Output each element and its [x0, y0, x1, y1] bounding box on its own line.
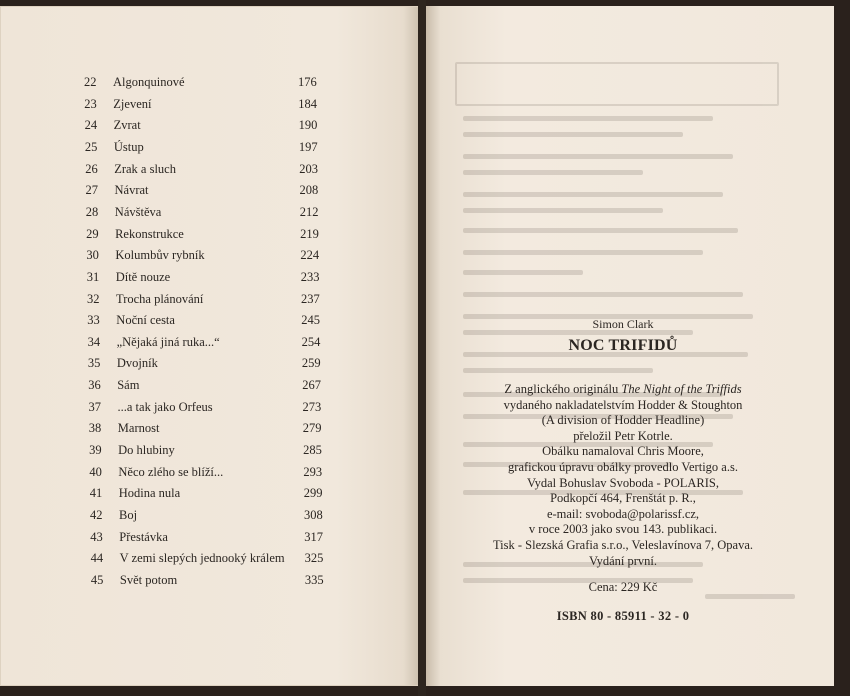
page-edge	[834, 0, 850, 696]
toc-row	[91, 548, 331, 568]
toc-chapter-number: 36	[88, 378, 101, 393]
toc-row	[85, 137, 325, 157]
toc-chapter-number: 32	[87, 291, 100, 306]
toc-page-number: 279	[302, 421, 322, 436]
toc-page-number: 176	[298, 75, 317, 89]
toc-chapter-title: Dvojník	[116, 356, 158, 371]
publication-info	[418, 382, 828, 569]
price: Cena: 229 Kč	[588, 580, 658, 594]
toc-row	[85, 115, 325, 135]
toc-row	[86, 224, 326, 244]
toc-chapter-number: 31	[86, 269, 100, 284]
info-line: Obálku namaloval Chris Moore,	[542, 444, 704, 459]
toc-chapter-number: 27	[85, 183, 98, 198]
toc-chapter-title: Návštěva	[114, 204, 162, 219]
toc-chapter-number: 40	[89, 464, 102, 479]
info-line: e-mail: svoboda@polarissf.cz,	[546, 506, 700, 521]
toc-chapter-number: 24	[84, 118, 98, 133]
toc-page-number: 212	[299, 204, 319, 219]
info-line: Podkopčí 464, Frenštát p. R.,	[550, 491, 696, 506]
toc-row	[89, 397, 329, 417]
toc-page-number: 190	[298, 118, 318, 133]
toc-page-number: 245	[301, 313, 321, 328]
toc-page-number: 285	[303, 443, 322, 458]
toc-row	[84, 72, 324, 92]
toc-chapter-title: Algonquinové	[113, 75, 185, 89]
toc-chapter-number: 39	[89, 443, 102, 458]
info-line: grafickou úpravu obálky provedlo Vertigo a.s.	[508, 459, 738, 474]
toc-row	[86, 202, 326, 222]
toc-chapter-number: 23	[84, 96, 97, 111]
toc-row	[91, 570, 331, 590]
toc-page-number: 267	[302, 378, 321, 393]
toc-page-number: 208	[299, 183, 319, 198]
colophon-page	[424, 6, 834, 686]
info-line: Vydání první.	[588, 553, 658, 568]
toc-chapter-number: 26	[85, 161, 98, 176]
toc-row	[87, 267, 327, 287]
toc-row	[90, 483, 330, 503]
toc-chapter-number: 34	[87, 334, 101, 349]
toc-chapter-title: Marnost	[117, 421, 160, 436]
toc-row	[90, 527, 330, 547]
toc-page-number: 237	[301, 291, 320, 306]
info-line: Tisk - Slezská Grafia s.r.o., Veleslavínova 7, Opava.	[492, 537, 754, 552]
toc-page-number: 293	[303, 464, 323, 479]
toc-row	[85, 159, 325, 179]
toc-chapter-title: Trocha plánování	[116, 291, 204, 306]
toc-chapter-title: ...a tak jako Orfeus	[117, 399, 213, 414]
toc-chapter-number: 25	[84, 139, 98, 154]
toc-row	[89, 418, 329, 438]
toc-page-number: 335	[304, 572, 324, 587]
toc-row	[87, 310, 327, 330]
info-line: Z anglického originálu The Night of the Triffids	[504, 382, 742, 396]
toc-chapter-title: Přestávka	[119, 529, 168, 544]
toc-page-number: 273	[302, 399, 322, 414]
toc-chapter-number: 43	[90, 529, 103, 544]
toc-page-number: 184	[298, 96, 318, 111]
toc-page-number: 219	[300, 226, 319, 241]
toc-chapter-title: Svět potom	[119, 572, 178, 587]
toc-chapter-title: Noční cesta	[116, 313, 175, 328]
toc-page-number: 317	[304, 529, 324, 544]
toc-chapter-title: Kolumbův rybník	[115, 248, 205, 263]
toc-chapter-number: 45	[90, 572, 104, 587]
toc-row	[88, 332, 328, 352]
book-title: NOC TRIFIDŮ	[568, 337, 678, 354]
toc-chapter-number: 41	[89, 486, 103, 501]
toc-page-number: 197	[298, 139, 318, 154]
toc-chapter-number: 35	[87, 356, 101, 371]
toc-chapter-title: Do hlubiny	[118, 443, 175, 458]
toc-page-number: 325	[304, 551, 324, 566]
toc-chapter-title: Sám	[117, 378, 140, 393]
toc-row	[86, 245, 326, 265]
toc-page-number: 299	[303, 486, 323, 501]
toc-chapter-number: 42	[90, 508, 103, 522]
toc-chapter-number: 29	[86, 226, 99, 241]
toc-page-number: 203	[299, 161, 318, 176]
toc-page-number: 254	[301, 334, 321, 349]
toc-chapter-number: 37	[88, 399, 101, 414]
toc-chapter-title: Zvrat	[113, 118, 141, 133]
toc-chapter-title: Rekonstrukce	[115, 226, 184, 241]
info-line: v roce 2003 jako svou 143. publikaci.	[528, 522, 718, 537]
toc-page-number: 308	[304, 508, 323, 522]
info-line: Vydal Bohuslav Svoboda - POLARIS,	[526, 475, 720, 490]
toc-chapter-title: Hodina nula	[118, 486, 181, 501]
toc-page-number: 224	[300, 248, 320, 263]
toc-chapter-number: 22	[84, 75, 97, 89]
toc-chapter-number: 38	[88, 421, 102, 436]
toc-page-number: 259	[301, 356, 321, 371]
info-line: vydaného nakladatelstvím Hodder & Stoughton	[503, 397, 743, 412]
toc-chapter-title: V zemi slepých jednooký králem	[119, 551, 285, 566]
original-title: The Night of the Triffids	[621, 382, 742, 396]
author-name: Simon Clark	[592, 317, 654, 331]
toc-row	[84, 94, 324, 114]
info-line: přeložil Petr Kotrle.	[573, 428, 673, 443]
info-line: (A division of Hodder Headline)	[541, 413, 705, 428]
toc-row	[89, 462, 329, 482]
toc-chapter-title: Zrak a sluch	[114, 161, 176, 176]
toc-chapter-title: Něco zlého se blíží...	[118, 464, 224, 479]
isbn: ISBN 80 - 85911 - 32 - 0	[556, 609, 690, 623]
toc-chapter-title: Ústup	[113, 139, 144, 154]
toc-chapter-number: 33	[87, 313, 100, 328]
toc-row	[86, 180, 326, 200]
toc-chapter-title: Boj	[119, 508, 138, 522]
toc-row	[89, 440, 329, 460]
toc-row	[88, 375, 328, 395]
toc-chapter-title: „Nějaká jiná ruka...“	[116, 334, 220, 349]
toc-chapter-number: 44	[90, 551, 104, 566]
toc-chapter-number: 30	[86, 248, 99, 263]
toc-chapter-title: Návrat	[114, 183, 149, 198]
toc-page-number: 233	[300, 269, 320, 284]
toc-chapter-title: Zjevení	[113, 96, 152, 111]
toc-row	[88, 353, 328, 373]
toc-chapter-number: 28	[85, 204, 99, 219]
toc-row	[90, 505, 330, 525]
toc-row	[87, 289, 327, 309]
toc-chapter-title: Dítě nouze	[115, 269, 171, 284]
